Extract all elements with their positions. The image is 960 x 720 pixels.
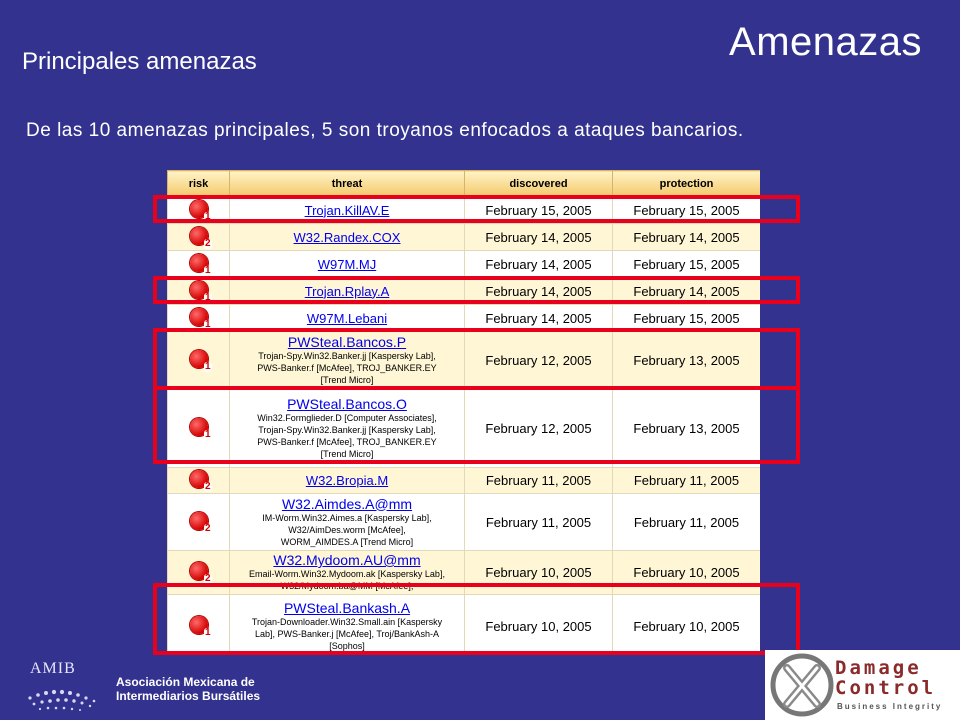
protection-cell: February 13, 2005 [613, 390, 761, 468]
protection-cell: February 14, 2005 [613, 224, 761, 251]
discovered-cell: February 12, 2005 [465, 390, 613, 468]
table-row [168, 595, 761, 653]
risk-level: 1 [204, 264, 211, 276]
table-row [168, 278, 761, 305]
table-row [168, 468, 761, 494]
threat-link[interactable]: W32.Bropia.M [305, 473, 389, 488]
threat-link[interactable]: W32.Aimdes.A@mm [281, 495, 413, 512]
threat-alias: Win32.Formglieder.D [Computer Associates], [257, 413, 437, 423]
threat-cell [230, 278, 465, 305]
threat-cell [230, 390, 465, 468]
risk-level-icon [190, 512, 211, 534]
risk-level: 2 [204, 481, 211, 492]
protection-cell: February 15, 2005 [613, 197, 761, 224]
amib-globe-icon [20, 678, 110, 720]
threat-alias: W32/AimDes.worm [McAfee], [288, 524, 406, 535]
threat-cell [230, 251, 465, 278]
threat-link[interactable]: W32.Randex.COX [293, 229, 401, 245]
risk-level: 1 [204, 210, 211, 222]
risk-level: 2 [204, 573, 211, 584]
risk-level-icon [190, 470, 211, 492]
risk-level: 1 [204, 318, 211, 330]
risk-level-icon [190, 562, 211, 584]
risk-cell [168, 251, 230, 278]
risk-level: 2 [204, 237, 211, 249]
risk-level: 1 [204, 361, 211, 372]
discovered-cell: February 14, 2005 [465, 305, 613, 332]
risk-level-icon [190, 350, 211, 372]
threat-link[interactable]: Trojan.Rplay.A [304, 283, 390, 299]
risk-level: 1 [204, 429, 211, 440]
threat-alias: Trojan-Downloader.Win32.Small.ain [Kaspersky [251, 617, 443, 627]
protection-cell: February 13, 2005 [613, 332, 761, 390]
table-row [168, 390, 761, 468]
risk-cell [168, 494, 230, 551]
dc-tagline: Business Integrity [837, 702, 943, 711]
table-header-row [168, 171, 761, 197]
discovered-cell: February 14, 2005 [465, 224, 613, 251]
table-row [168, 332, 761, 390]
threat-alias: Email-Worm.Win32.Mydoom.ak [Kaspersky Lab], [249, 569, 445, 579]
risk-cell [168, 197, 230, 224]
risk-cell [168, 551, 230, 595]
threat-alias: Lab], PWS-Banker.j [McAfee], Troj/BankAsh-A [254, 629, 440, 639]
threat-link[interactable]: PWSteal.Bankash.A [283, 600, 411, 616]
table-row [168, 251, 761, 278]
amib-line1: Asociación Mexicana de [116, 675, 255, 689]
risk-level-icon [190, 254, 211, 276]
discovered-cell: February 14, 2005 [465, 278, 613, 305]
threat-alias: Trojan-Spy.Win32.Banker.jj [Kaspersky Lab], [258, 425, 436, 435]
risk-level-icon [190, 308, 211, 330]
risk-level: 2 [204, 522, 211, 534]
threat-link[interactable]: W97M.Lebani [306, 310, 388, 326]
threat-link[interactable]: W32.Mydoom.AU@mm [273, 552, 421, 568]
header-threat: threat [230, 171, 465, 197]
dc-word-control: Control [835, 677, 937, 699]
threat-cell [230, 468, 465, 494]
risk-cell [168, 224, 230, 251]
risk-cell [168, 332, 230, 390]
threat-cell [230, 305, 465, 332]
threat-alias: [Trend Micro] [320, 375, 374, 385]
slide-text: De las 10 amenazas principales, 5 son troyanos enfocados a ataques bancarios. [26, 120, 744, 141]
protection-cell: February 11, 2005 [613, 468, 761, 494]
threat-alias: WORM_AIMDES.A [Trend Micro] [280, 536, 414, 547]
risk-level-icon [190, 227, 211, 249]
threats-table [167, 170, 760, 652]
risk-level-icon [190, 418, 211, 440]
threat-link[interactable]: PWSteal.Bancos.O [287, 396, 407, 412]
protection-cell: February 10, 2005 [613, 551, 761, 595]
header-discovered: discovered [465, 171, 613, 197]
damage-control-x-icon [767, 650, 837, 720]
threat-alias: W32/Mydoom.ba@MM [McAfee], [280, 581, 414, 591]
risk-cell [168, 595, 230, 653]
risk-cell [168, 305, 230, 332]
protection-cell: February 15, 2005 [613, 251, 761, 278]
slide-title: Amenazas [729, 20, 922, 64]
table-row [168, 305, 761, 332]
header-protection: protection [613, 171, 761, 197]
discovered-cell: February 11, 2005 [465, 494, 613, 551]
discovered-cell: February 14, 2005 [465, 251, 613, 278]
table-row [168, 494, 761, 551]
risk-level: 1 [204, 291, 211, 303]
threat-cell [230, 197, 465, 224]
threats-table-container [167, 170, 760, 652]
amib-name: AMIB [30, 660, 76, 677]
risk-cell [168, 468, 230, 494]
threat-link[interactable]: Trojan.KillAV.E [304, 202, 390, 218]
threat-alias: PWS-Banker.f [McAfee], TROJ_BANKER.EY [257, 363, 437, 373]
threat-alias: [Sophos] [329, 641, 365, 651]
threat-link[interactable]: PWSteal.Bancos.P [287, 334, 407, 350]
discovered-cell: February 15, 2005 [465, 197, 613, 224]
threat-cell [230, 332, 465, 390]
threat-alias: Trojan-Spy.Win32.Banker.jj [Kaspersky Lab], [258, 351, 436, 361]
threat-alias: PWS-Banker.f [McAfee], TROJ_BANKER.EY [257, 437, 437, 447]
threat-cell [230, 224, 465, 251]
damage-control-logo [765, 650, 960, 720]
threat-cell [230, 595, 465, 653]
risk-level-icon [190, 200, 211, 222]
protection-cell: February 11, 2005 [613, 494, 761, 551]
amib-line2: Intermediarios Bursátiles [116, 689, 261, 703]
table-row [168, 197, 761, 224]
discovered-cell: February 12, 2005 [465, 332, 613, 390]
table-row [168, 224, 761, 251]
discovered-cell: February 10, 2005 [465, 551, 613, 595]
slide-subtitle: Principales amenazas [22, 48, 257, 75]
risk-level-icon [190, 281, 211, 303]
protection-cell: February 10, 2005 [613, 595, 761, 653]
protection-cell: February 14, 2005 [613, 278, 761, 305]
threat-cell [230, 551, 465, 595]
discovered-cell: February 10, 2005 [465, 595, 613, 653]
risk-level-icon [190, 616, 211, 638]
threat-cell [230, 494, 465, 551]
protection-cell: February 15, 2005 [613, 305, 761, 332]
table-row [168, 551, 761, 595]
threats-table-body [168, 197, 761, 653]
risk-level: 1 [204, 627, 211, 638]
threat-alias: [Trend Micro] [320, 449, 374, 459]
threat-link[interactable]: W97M.MJ [317, 256, 377, 272]
discovered-cell: February 11, 2005 [465, 468, 613, 494]
header-risk: risk [168, 171, 230, 197]
threat-alias: IM-Worm.Win32.Aimes.a [Kaspersky Lab], [262, 512, 432, 523]
risk-cell [168, 278, 230, 305]
dc-word-damage: Damage [835, 657, 922, 679]
risk-cell [168, 390, 230, 468]
